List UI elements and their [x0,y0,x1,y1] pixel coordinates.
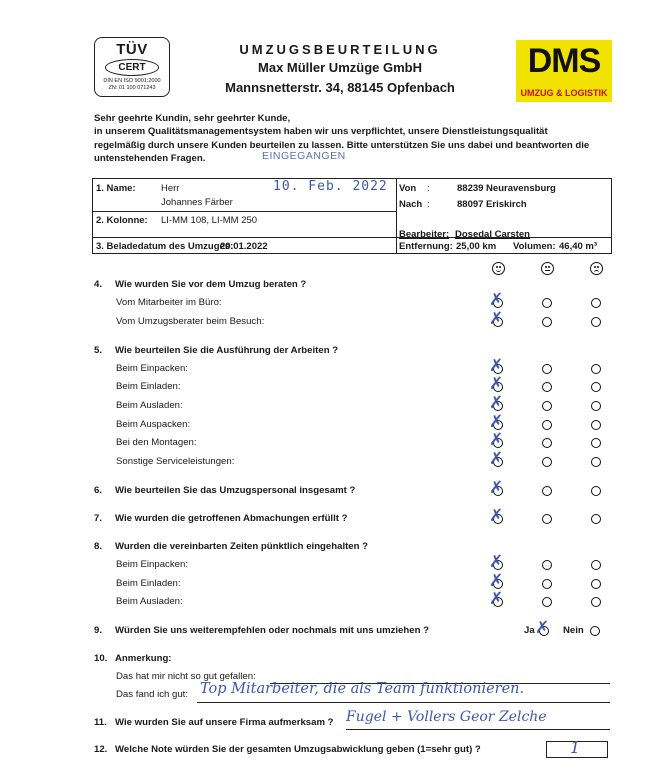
question-item: Beim Auspacken: [116,419,191,430]
smiley-happy-icon [492,262,505,275]
question-6: 6. Wie beurteilen Sie das Umzugspersonal insgesamt ? [94,485,356,496]
radio-nein[interactable] [590,626,600,636]
dms-logo [516,40,612,102]
check-mark: ✗ [489,589,504,609]
check-mark: ✗ [489,356,504,376]
question-9: 9. Würden Sie uns weiterempfehlen oder nochmals mit uns umziehen ? [94,625,429,636]
question-8: 8. Wurden die vereinbarten Zeiten pünktlich eingehalten ? [94,541,369,552]
company-name: Max Müller Umzüge GmbH [258,60,422,75]
document-title: UMZUGSBEURTEILUNG [239,42,441,57]
intro-text [94,112,614,166]
nach-label: Nach [399,199,423,210]
question-item: Beim Ausladen: [116,596,183,607]
check-mark: ✗ [489,478,504,498]
check-mark: ✗ [489,309,504,329]
tuv-norm: DIN EN ISO 9001:2000 [103,78,161,84]
info-box: 1. Name: Herr Johannes Färber 10. Feb. 2022 2. Kolonne: LI-MM 108, LI-MM 250 3. Beladedatum des Umzuges: 20.01.2022 Von : 88239 Neuravensburg Nach : 88097 Eriskirch Bearbeiter: Dosedal Carsten Entfernung: 25,00 km Volumen: 46,40 m³ [92,178,612,254]
info-row-line [93,211,396,212]
salutation: Herr [161,183,180,194]
rating-radio[interactable] [591,597,601,607]
rating-radio[interactable] [591,317,601,327]
volumen-value: 46,40 m³ [559,241,598,252]
intro-line: in unserem Qualitätsmanagementsystem haben wir uns verpflichtet, unsere Dienstleistungsqualität [94,126,548,138]
rating-radio[interactable] [542,560,552,570]
question-item: Bei den Montagen: [116,437,197,448]
date-label: 3. Beladedatum des Umzuges: [96,241,234,252]
rating-radio[interactable] [542,401,552,411]
date-value: 20.01.2022 [220,241,268,252]
check-mark: ✗ [489,449,504,469]
rating-radio[interactable] [591,420,601,430]
referral-line [346,729,610,730]
info-divider [396,179,397,253]
tuv-title: TÜV [116,41,148,58]
bearbeiter-label: Bearbeiter: [399,229,450,240]
stamp-date: 10. Feb. 2022 [273,179,388,194]
comment-positive-answer[interactable]: Top Mitarbeiter, die als Team funktionieren. [200,681,525,697]
comment-positive-line [197,702,610,703]
comment-positive-label: Das fand ich gut: [116,689,188,700]
received-stamp: EINGEGANGEN [262,150,346,162]
question-item: Beim Einpacken: [116,559,188,570]
question-12: 12. Welche Note würden Sie der gesamten Umzugsabwicklung geben (1=sehr gut) ? [94,744,481,755]
name-label: 1. Name: [96,183,136,194]
answer-nein-label: Nein [563,625,584,636]
kolonne-value: LI-MM 108, LI-MM 250 [161,215,258,226]
question-item: Beim Einladen: [116,578,181,589]
check-mark: ✗ [489,290,504,310]
rating-radio[interactable] [542,457,552,467]
comment-negative-label: Das hat mir nicht so gut gefallen: [116,671,256,682]
rating-radio[interactable] [591,382,601,392]
intro-line: regelmäßig durch unsere Kunden beurteilen zu lassen. Bitte unterstützen Sie uns dabei und beantworten die [94,139,590,151]
question-item: Beim Einpacken: [116,363,188,374]
grade-answer: 1 [570,738,581,757]
answer-ja-label: Ja [524,625,535,636]
bearbeiter-value: Dosedal Carsten [455,229,530,240]
intro-line: untenstehenden Fragen. [94,153,206,165]
rating-radio[interactable] [542,420,552,430]
check-mark-ja: ✗ [535,618,550,638]
customer-name: Johannes Färber [161,197,233,208]
smiley-sad-icon [590,262,603,275]
check-mark: ✗ [489,430,504,450]
rating-radio[interactable] [591,457,601,467]
rating-radio[interactable] [542,438,552,448]
check-mark: ✗ [489,393,504,413]
intro-line: Sehr geehrte Kundin, sehr geehrter Kunde, [94,113,291,124]
dms-logo-text: DMS [527,42,601,80]
question-item: Beim Ausladen: [116,400,183,411]
rating-radio[interactable] [542,317,552,327]
check-mark: ✗ [489,571,504,591]
tuv-cert: CERT [105,59,159,76]
question-item: Sonstige Serviceleistungen: [116,456,235,467]
question-4: 4. Wie wurden Sie vor dem Umzug beraten ? [94,279,307,290]
rating-radio[interactable] [542,364,552,374]
check-mark: ✗ [489,506,504,526]
dms-logo-sub: UMZUG & LOGISTIK [520,88,608,98]
rating-radio[interactable] [591,438,601,448]
rating-radio[interactable] [591,486,601,496]
rating-radio[interactable] [542,382,552,392]
rating-radio[interactable] [591,298,601,308]
check-mark: ✗ [489,552,504,572]
question-item: Vom Umzugsberater beim Besuch: [116,316,265,327]
company-address: Mannsnetterstr. 34, 88145 Opfenbach [225,80,455,95]
question-item: Vom Mitarbeiter im Büro: [116,297,222,308]
rating-radio[interactable] [542,298,552,308]
question-item: Beim Einladen: [116,381,181,392]
check-mark: ✗ [489,412,504,432]
rating-radio[interactable] [591,560,601,570]
question-7: 7. Wie wurden die getroffenen Abmachungen erfüllt ? [94,513,348,524]
tuv-number: ZN: 01 100 071243 [108,85,156,91]
question-5: 5. Wie beurteilen Sie die Ausführung der Arbeiten ? [94,345,339,356]
kolonne-label: 2. Kolonne: [96,215,148,226]
smiley-neutral-icon [541,262,554,275]
referral-answer[interactable]: Fugel + Vollers Geor Zelche [346,709,547,725]
rating-radio[interactable] [591,401,601,411]
rating-radio[interactable] [542,514,552,524]
rating-radio[interactable] [542,579,552,589]
rating-radio[interactable] [591,579,601,589]
entfernung-label: Entfernung: [399,241,453,252]
question-11: 11. Wie wurden Sie auf unsere Firma aufmerksam ? [94,717,334,728]
info-row-line [93,237,611,238]
von-value: 88239 Neuravensburg [457,183,556,194]
question-10: 10. Anmerkung: [94,653,172,664]
rating-radio[interactable] [591,364,601,374]
rating-radio[interactable] [542,597,552,607]
entfernung-value: 25,00 km [456,241,497,252]
volumen-label: Volumen: [513,241,556,252]
von-label: Von [399,183,417,194]
rating-radio[interactable] [591,514,601,524]
tuv-cert-logo [94,37,170,97]
rating-radio[interactable] [542,486,552,496]
nach-value: 88097 Eriskirch [457,199,527,210]
check-mark: ✗ [489,374,504,394]
